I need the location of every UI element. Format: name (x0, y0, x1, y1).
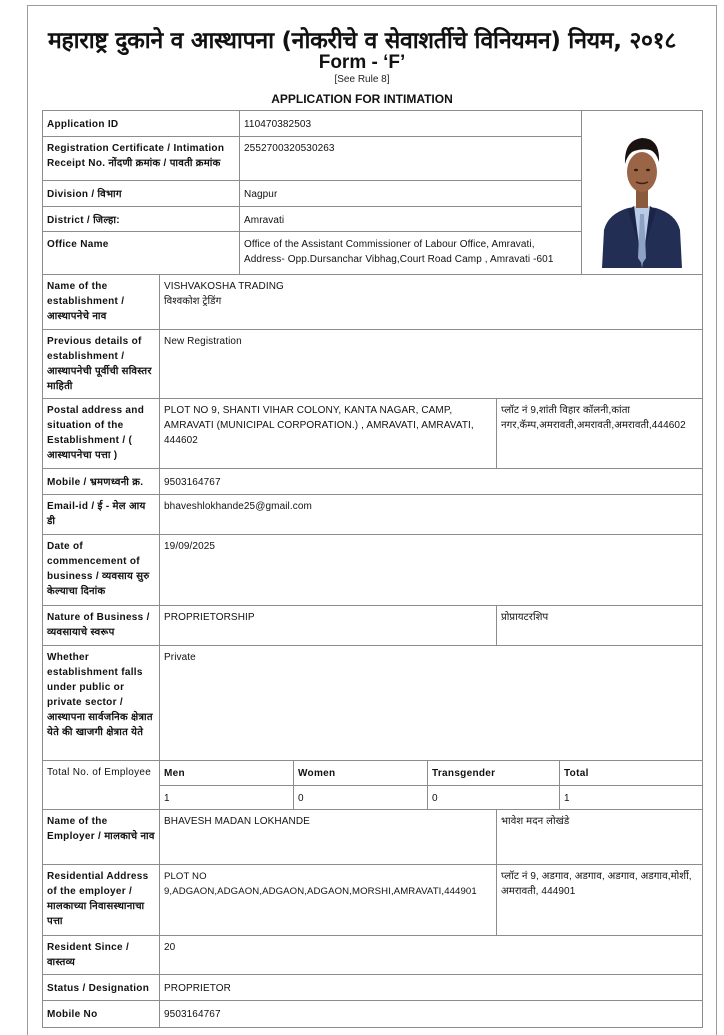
employees-men-value: 1 (159, 785, 294, 810)
employees-women-value: 0 (293, 785, 428, 810)
mobile-label: Mobile / भ्रमणध्वनी क्र. (42, 468, 160, 495)
application-id-label: Application ID (42, 110, 240, 137)
commencement-date-label: Date of commencement of business / व्यवसाय सुरु केल्याचा दिनांक (42, 534, 160, 606)
employees-header-total: Total (559, 760, 703, 786)
employees-label: Total No. of Employee (42, 760, 160, 810)
form-number: Form - ‘F’ (318, 52, 406, 73)
previous-details-label: Previous details of establishment / आस्थापनेची पूर्वीची सविस्तर माहिती (42, 329, 160, 399)
resident-since-value: 20 (159, 935, 703, 975)
postal-address-mr: प्लॉट नं 9,शांती विहार कॉलनी,कांता नगर,कॅम्प,अमरावती,अमरावती,अमरावती,444602 (496, 398, 703, 469)
registration-no-label: Registration Certificate / Intimation Receipt No. नोंदणी क्रमांक / पावती क्रमांक (42, 136, 240, 181)
employer-mobile-label: Mobile No (42, 1000, 160, 1028)
establishment-name-label: Name of the establishment / आस्थापनेचे नाव (42, 274, 160, 330)
residential-address-label: Residential Address of the employer / मालकाच्या निवासस्थानाचा पत्ता (42, 864, 160, 936)
office-name-label: Office Name (42, 231, 240, 275)
employees-header-men: Men (159, 760, 294, 786)
sector-label: Whether establishment falls under public or private sector / आस्थापना सार्वजनिक क्षेत्रात येते की खाजगी क्षेत्रात येते (42, 645, 160, 761)
nature-business-en: PROPRIETORSHIP (159, 605, 497, 646)
division-label: Division / विभाग (42, 180, 240, 207)
employer-name-mr: भावेश मदन लोखंडे (496, 809, 703, 865)
applicant-photo (598, 118, 686, 268)
resident-since-label: Resident Since / वास्तव्य (42, 935, 160, 975)
rule-reference: [See Rule 8] (334, 74, 390, 85)
application-title: APPLICATION FOR INTIMATION (271, 92, 453, 106)
employer-name-en: BHAVESH MADAN LOKHANDE (159, 809, 497, 865)
commencement-date-value: 19/09/2025 (159, 534, 703, 606)
form-title-marathi: महाराष्ट्र दुकाने व आस्थापना (नोकरीचे व सेवाशर्तीचे विनियमन) नियम, २०१८ (48, 28, 676, 54)
registration-no-value: 2552700320530263 (239, 136, 582, 181)
application-id-value: 110470382503 (239, 110, 582, 137)
nature-business-mr: प्रोप्रायटरशिप (496, 605, 703, 646)
establishment-name-en: VISHVAKOSHA TRADING (164, 281, 284, 292)
status-label: Status / Designation (42, 974, 160, 1001)
employees-header-women: Women (293, 760, 428, 786)
status-value: PROPRIETOR (159, 974, 703, 1001)
establishment-name-value (159, 274, 703, 330)
nature-business-label: Nature of Business / व्यवसायाचे स्वरूप (42, 605, 160, 646)
employer-name-label: Name of the Employer / मालकाचे नाव (42, 809, 160, 865)
division-value: Nagpur (239, 180, 582, 207)
residential-address-en: PLOT NO 9,ADGAON,ADGAON,ADGAON,ADGAON,MORSHI,AMRAVATI,444901 (159, 864, 497, 936)
district-label: District / जिल्हा: (42, 206, 240, 232)
employees-total-value: 1 (559, 785, 703, 810)
employees-header-transgender: Transgender (427, 760, 560, 786)
office-name-value: Office of the Assistant Commissioner of Labour Office, Amravati, Address- Opp.Dursanchar Vibhag,Court Road Camp , Amravati -601 (239, 231, 582, 275)
residential-address-mr: प्लॉट नं 9, अडगाव, अडगाव, अडगाव, अडगाव,मोर्शी, अमरावती, 444901 (496, 864, 703, 936)
employer-mobile-value: 9503164767 (159, 1000, 703, 1028)
previous-details-value: New Registration (159, 329, 703, 399)
applicant-photo-cell (581, 110, 703, 275)
establishment-name-mr: विश्वकोश ट्रेडिंग (164, 296, 222, 307)
postal-address-label: Postal address and situation of the Establishment / ( आस्थापनेचा पत्ता ) (42, 398, 160, 469)
employees-transgender-value: 0 (427, 785, 560, 810)
district-value: Amravati (239, 206, 582, 232)
email-label: Email-id / ई - मेल आय डी (42, 494, 160, 535)
sector-value: Private (159, 645, 703, 761)
email-value: bhaveshlokhande25@gmail.com (159, 494, 703, 535)
postal-address-en: PLOT NO 9, SHANTI VIHAR COLONY, KANTA NAGAR, CAMP, AMRAVATI (MUNICIPAL CORPORATION.) , AMRAVATI, AMRAVATI, 444602 (159, 398, 497, 469)
mobile-value: 9503164767 (159, 468, 703, 495)
